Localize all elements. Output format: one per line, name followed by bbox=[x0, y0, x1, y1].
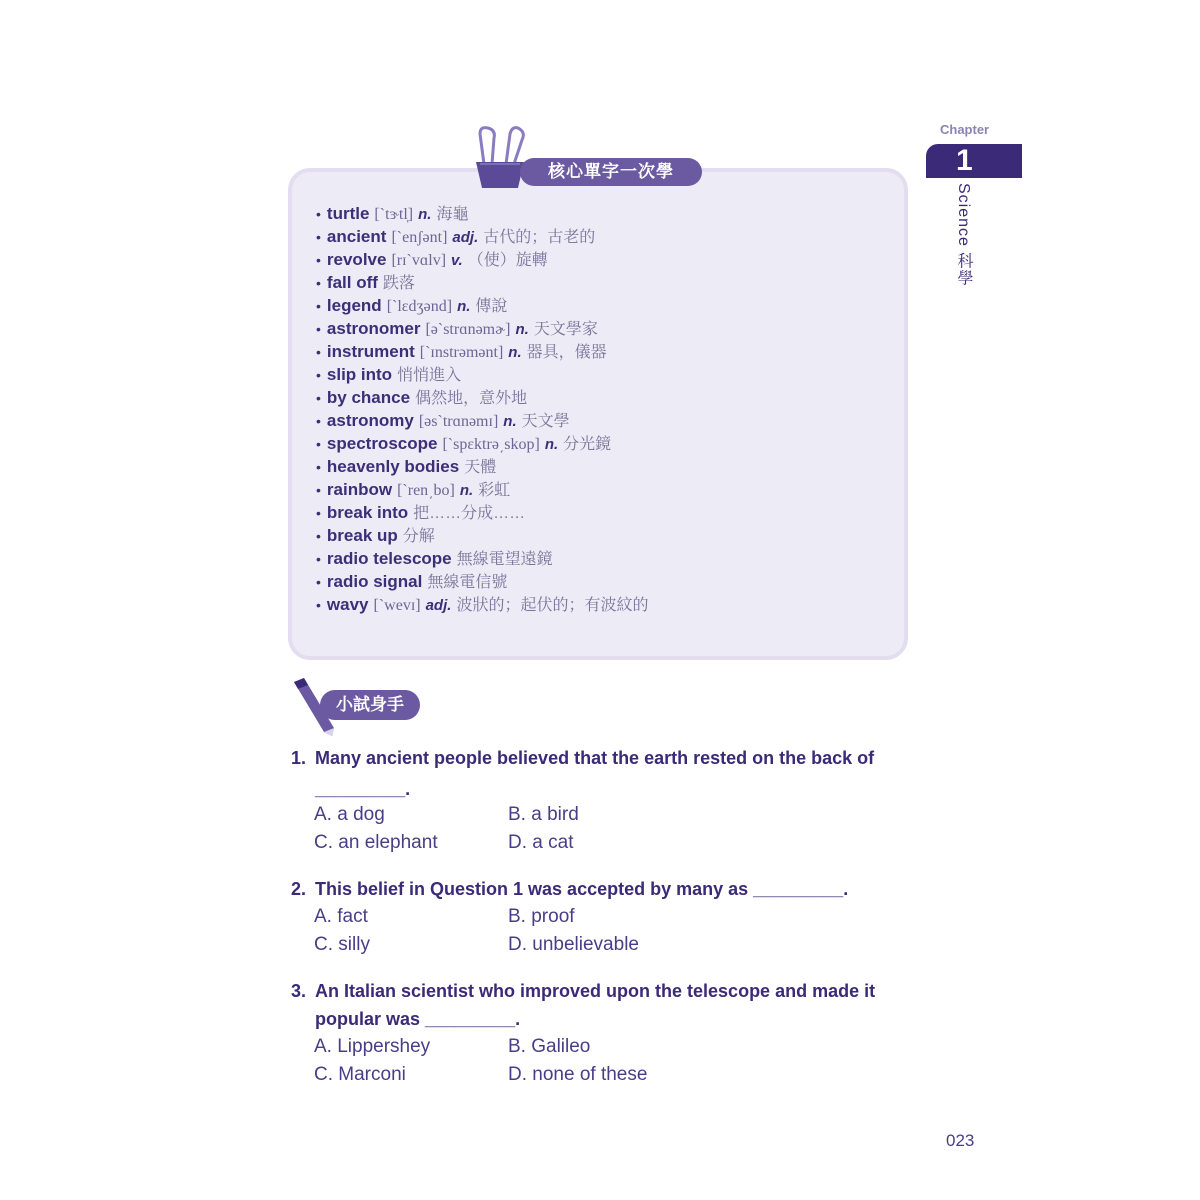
vocab-part-of-speech: adj. bbox=[452, 229, 479, 246]
vocab-meaning: 彩虹 bbox=[478, 482, 511, 499]
vocab-word: instrument bbox=[326, 342, 415, 361]
vocab-item bbox=[316, 202, 648, 225]
question-number: 1. bbox=[291, 748, 307, 768]
bullet-icon: • bbox=[316, 574, 321, 590]
option-d[interactable]: D. none of these bbox=[508, 1064, 648, 1085]
option-a[interactable]: A. a dog bbox=[314, 804, 385, 825]
question-text: Many ancient people believed that the earth rested on the back of bbox=[315, 748, 875, 768]
option-d[interactable]: D. unbelievable bbox=[508, 934, 639, 955]
bullet-icon: • bbox=[316, 321, 321, 337]
vocab-meaning: 分光鏡 bbox=[563, 436, 612, 453]
vocab-item bbox=[316, 593, 648, 616]
bullet-icon: • bbox=[316, 344, 321, 360]
bullet-icon: • bbox=[316, 505, 321, 521]
vocab-item bbox=[316, 248, 648, 271]
vocab-item bbox=[316, 225, 648, 248]
vocab-pronunciation: [`lɛdʒənd] bbox=[386, 298, 453, 315]
bullet-icon: • bbox=[316, 390, 321, 406]
vocab-word: legend bbox=[326, 296, 382, 315]
option-a[interactable]: A. Lippershey bbox=[314, 1036, 431, 1057]
vocab-item bbox=[316, 271, 648, 294]
option-b[interactable]: B. a bird bbox=[508, 804, 579, 825]
vocab-item bbox=[316, 455, 648, 478]
chapter-title: Science 科學 bbox=[955, 183, 972, 287]
vocab-word: turtle bbox=[326, 204, 370, 223]
vocab-item bbox=[316, 409, 648, 432]
vocab-meaning: 分解 bbox=[402, 528, 435, 545]
vocab-meaning: 天文學 bbox=[521, 413, 570, 430]
bullet-icon: • bbox=[316, 482, 321, 498]
page-number: 023 bbox=[946, 1131, 975, 1150]
bullet-icon: • bbox=[316, 459, 321, 475]
vocab-part-of-speech: n. bbox=[544, 436, 559, 453]
question-text-continued: popular was _________. bbox=[315, 1009, 521, 1029]
vocab-meaning: 古代的；古老的 bbox=[483, 229, 596, 246]
bullet-icon: • bbox=[316, 436, 321, 452]
option-c[interactable]: C. Marconi bbox=[314, 1064, 406, 1085]
vocab-word: slip into bbox=[326, 365, 393, 384]
vocab-part-of-speech: adj. bbox=[425, 597, 452, 614]
option-c[interactable]: C. silly bbox=[314, 934, 370, 955]
vocab-word: heavenly bodies bbox=[326, 457, 460, 476]
bullet-icon: • bbox=[316, 206, 321, 222]
vocab-pronunciation: [`ɪnstrəmənt] bbox=[419, 344, 504, 361]
vocab-pronunciation: [`wevɪ] bbox=[373, 597, 421, 614]
vocabulary-section-title: 核心單字一次學 bbox=[520, 158, 702, 186]
vocab-word: spectroscope bbox=[326, 434, 438, 453]
vocab-item bbox=[316, 547, 648, 570]
vocab-meaning: 無線電信號 bbox=[427, 574, 508, 591]
bullet-icon: • bbox=[316, 367, 321, 383]
vocab-item bbox=[316, 386, 648, 409]
vocab-part-of-speech: n. bbox=[515, 321, 529, 338]
question-3 bbox=[291, 977, 875, 1033]
vocab-word: break into bbox=[326, 503, 409, 522]
vocab-item bbox=[316, 317, 648, 340]
vocab-word: radio signal bbox=[326, 572, 423, 591]
bullet-icon: • bbox=[316, 597, 321, 613]
vocab-meaning: 偶然地，意外地 bbox=[415, 390, 528, 407]
option-b[interactable]: B. Galileo bbox=[508, 1036, 591, 1057]
option-b[interactable]: B. proof bbox=[508, 906, 575, 927]
vocab-word: wavy bbox=[326, 595, 369, 614]
vocab-pronunciation: [`tɝtl̩] bbox=[374, 206, 414, 223]
option-a[interactable]: A. fact bbox=[314, 906, 368, 927]
vocab-meaning: 器具，儀器 bbox=[526, 344, 607, 361]
vocab-meaning: 傳說 bbox=[475, 298, 508, 315]
vocab-meaning: 天體 bbox=[464, 459, 497, 476]
vocab-meaning: 把……分成…… bbox=[413, 505, 526, 522]
bullet-icon: • bbox=[316, 298, 321, 314]
vocab-meaning: 悄悄進入 bbox=[397, 367, 462, 384]
practice-section-title: 小試身手 bbox=[320, 690, 420, 720]
vocab-item bbox=[316, 478, 648, 501]
vocab-pronunciation: [`spɛktrə͵skop] bbox=[442, 436, 540, 453]
bullet-icon: • bbox=[316, 252, 321, 268]
vocab-word: astronomer bbox=[326, 319, 421, 338]
vocab-pronunciation: [`enʃənt] bbox=[391, 229, 448, 246]
vocab-part-of-speech: n. bbox=[459, 482, 474, 499]
question-text: An Italian scientist who improved upon the telescope and made it bbox=[315, 981, 876, 1001]
vocab-part-of-speech: v. bbox=[451, 252, 463, 269]
bullet-icon: • bbox=[316, 413, 321, 429]
vocab-meaning: 波狀的；起伏的；有波紋的 bbox=[456, 597, 649, 614]
vocab-item bbox=[316, 294, 648, 317]
vocab-part-of-speech: n. bbox=[418, 206, 432, 223]
bullet-icon: • bbox=[316, 229, 321, 245]
option-d[interactable]: D. a cat bbox=[508, 832, 574, 853]
vocab-meaning: 跌落 bbox=[382, 275, 415, 292]
vocab-item bbox=[316, 340, 648, 363]
chapter-number-tab: 1 bbox=[926, 144, 1022, 178]
vocab-item bbox=[316, 570, 648, 593]
vocab-pronunciation: [`ren͵bo] bbox=[397, 482, 455, 499]
question-2 bbox=[291, 875, 848, 903]
question-1 bbox=[291, 744, 874, 803]
vocab-pronunciation: [rɪ`vɑlv] bbox=[391, 252, 447, 269]
vocab-word: astronomy bbox=[326, 411, 414, 430]
vocab-item bbox=[316, 363, 648, 386]
vocab-word: fall off bbox=[326, 273, 378, 292]
vocab-part-of-speech: n. bbox=[457, 298, 471, 315]
vocab-item bbox=[316, 432, 648, 455]
vocab-part-of-speech: n. bbox=[503, 413, 517, 430]
question-number: 2. bbox=[291, 879, 307, 899]
vocab-meaning: 天文學家 bbox=[533, 321, 598, 338]
vocab-meaning: （使）旋轉 bbox=[467, 252, 548, 269]
vocab-pronunciation: [əs`trɑnəmɪ] bbox=[418, 413, 499, 430]
bullet-icon: • bbox=[316, 275, 321, 291]
chapter-label: Chapter bbox=[940, 122, 990, 137]
vocab-part-of-speech: n. bbox=[508, 344, 522, 361]
vocab-word: radio telescope bbox=[326, 549, 452, 568]
vocab-item bbox=[316, 524, 648, 547]
bullet-icon: • bbox=[316, 551, 321, 567]
binder-clip-icon bbox=[470, 124, 530, 190]
vocab-word: ancient bbox=[326, 227, 387, 246]
option-c[interactable]: C. an elephant bbox=[314, 832, 438, 853]
question-number: 3. bbox=[291, 981, 307, 1001]
vocab-word: revolve bbox=[326, 250, 387, 269]
vocab-word: break up bbox=[326, 526, 398, 545]
question-text-continued: _________. bbox=[315, 779, 411, 799]
vocab-word: by chance bbox=[326, 388, 411, 407]
vocab-item bbox=[316, 501, 648, 524]
vocab-meaning: 海龜 bbox=[436, 206, 469, 223]
vocab-word: rainbow bbox=[326, 480, 393, 499]
question-text: This belief in Question 1 was accepted by many as _________. bbox=[315, 879, 849, 899]
vocab-meaning: 無線電望遠鏡 bbox=[456, 551, 553, 568]
vocabulary-list bbox=[316, 202, 648, 616]
bullet-icon: • bbox=[316, 528, 321, 544]
vocab-pronunciation: [ə`strɑnəmɚ] bbox=[425, 321, 511, 338]
